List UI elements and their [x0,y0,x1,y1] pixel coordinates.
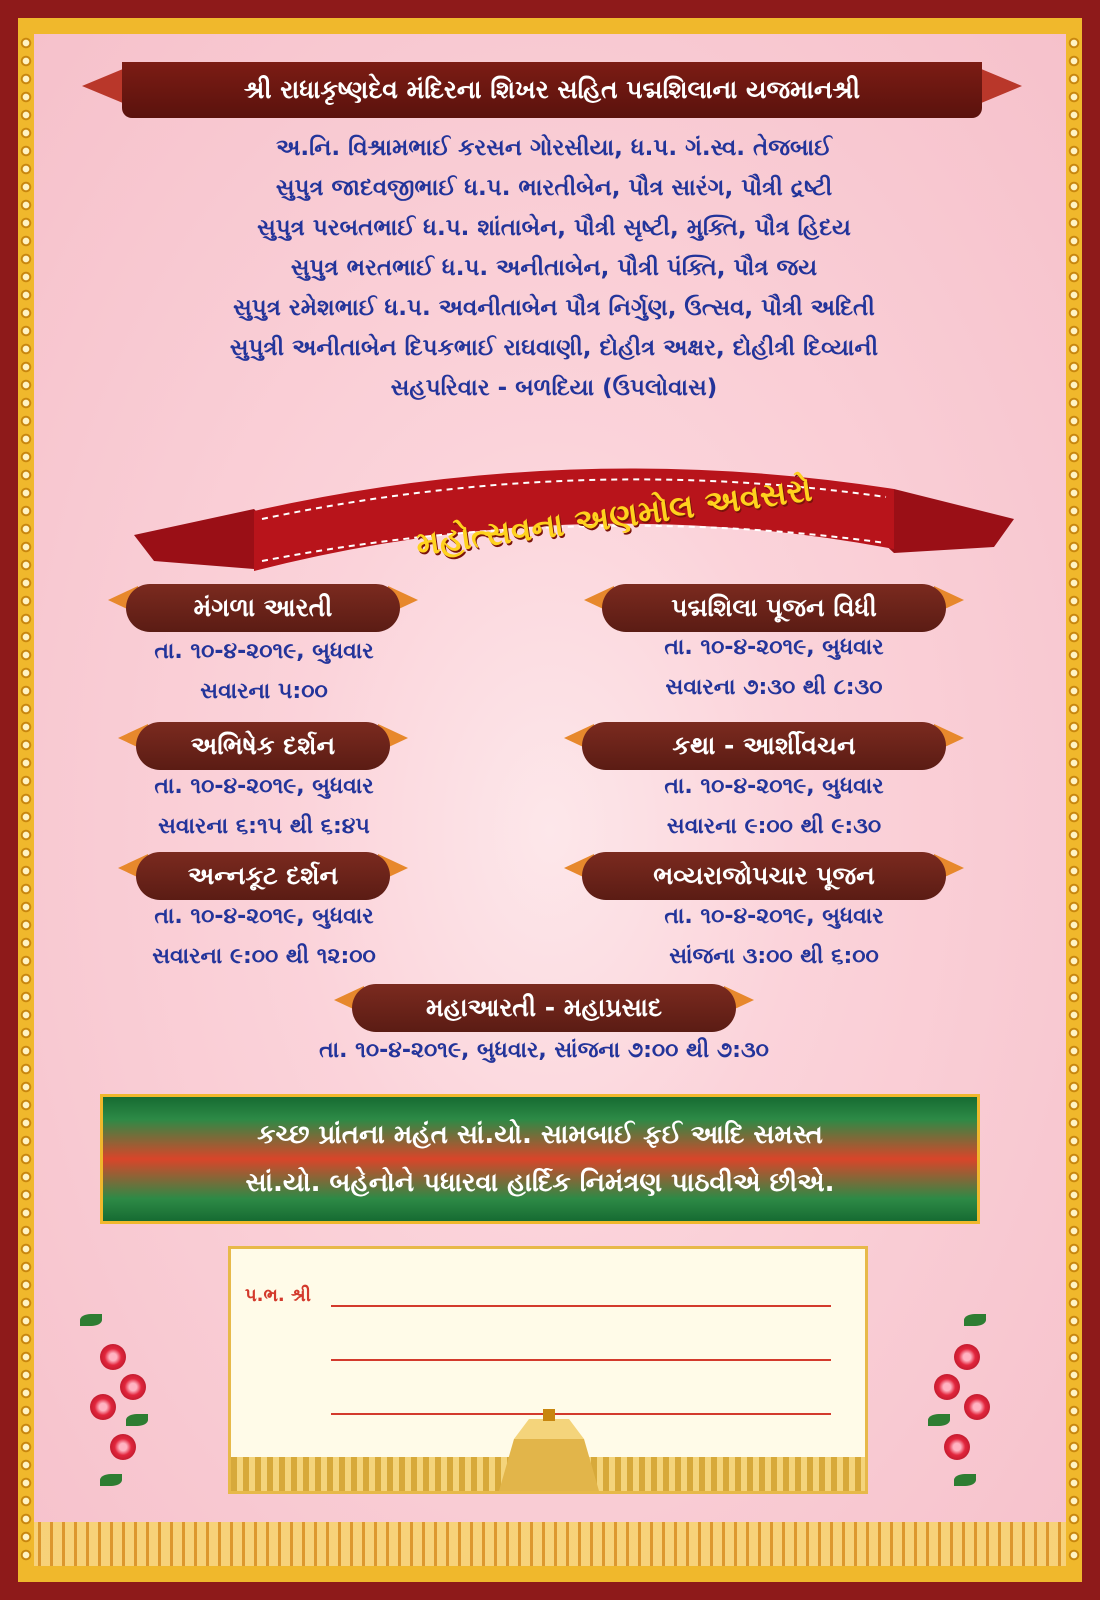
event-time: સવારના ૯:૦૦ થી ૧૨:૦૦ [152,944,376,969]
leaf [126,1414,148,1426]
event-time: સાંજના ૩:૦૦ થી ૬:૦૦ [669,944,879,969]
event-heading [584,584,964,632]
rose [100,1344,126,1370]
leaf [928,1414,950,1426]
rose [90,1394,116,1420]
event-details [84,632,444,712]
header-banner [82,62,1022,118]
donor-line: સુપુત્ર જાદવજીભાઈ ધ.પ. ભારતીબેન, પૌત્ર સારંગ, પૌત્રી દ્રષ્ટી [275,175,833,201]
rose [110,1434,136,1460]
event-details [584,767,964,847]
final-event-details [164,1031,924,1071]
address-label: પ.ભ. શ્રી [245,1285,311,1306]
event-date: તા. ૧૦-૪-૨૦૧૯, બુધવાર [664,635,884,660]
event-time: સવારના ૫:૦૦ [200,679,328,704]
event-heading [564,722,964,770]
final-event-heading [334,984,754,1032]
donor-line: સુપુત્ર રમેશભાઈ ધ.પ. અવનીતાબેન પૌત્ર નિર્ગુણ, ઉત્સવ, પૌત્રી અદિતી [233,295,875,321]
donor-line: સુપુત્ર પરબતભાઈ ધ.પ. શાંતાબેન, પૌત્રી સૃષ્ટી, મુક્તિ, પૌત્ર હિદય [257,215,851,241]
leaf [964,1314,986,1326]
rose [934,1374,960,1400]
donor-list [94,128,1014,408]
final-event-title: મહાઆરતી - મહાપ્રસાદ [426,993,662,1022]
donor-line: અ.નિ. વિશ્રામભાઈ કરસન ગોરસીયા, ધ.પ. ગં.સ્વ. તેજબાઈ [276,135,832,161]
address-box [228,1246,868,1494]
rose-decoration-left [70,1304,166,1514]
event-time: સવારના ૯:૦૦ થી ૯:૩૦ [666,814,882,839]
leaf [80,1314,102,1326]
left-dot-border [18,34,34,1566]
leaf [100,1474,122,1486]
invitation-box [100,1094,980,1224]
event-details [84,897,444,977]
event-time: સવારના ૬:૧૫ થી ૬:૪૫ [158,814,370,839]
invitation-line-2: સાં.યો. બહેનોને પધારવા હાર્દિક નિમંત્રણ પાઠવીએ છીએ. [245,1168,835,1198]
event-details [84,767,444,847]
event-date: તા. ૧૦-૪-૨૦૧૯, બુધવાર [664,774,884,799]
address-line [331,1305,831,1307]
ribbon-text: મહોત્સવના અણમોલ અવસરો [413,469,815,564]
event-date: તા. ૧૦-૪-૨૦૧૯, બુધવાર [154,639,374,664]
event-date: તા. ૧૦-૪-૨૦૧૯, બુધવાર [154,904,374,929]
event-title: ભવ્યરાજોપચાર પૂજન [653,861,875,890]
event-date: તા. ૧૦-૪-૨૦૧૯, બુધવાર [154,774,374,799]
canopy-decoration [489,1409,609,1491]
donor-line: સહપરિવાર - બળદિયા (ઉપલોવાસ) [390,375,718,401]
rose [944,1434,970,1460]
bottom-border [34,1522,1066,1566]
header-title: શ્રી રાધાકૃષ્ણદેવ મંદિરના શિખર સહિત પદ્મશિલાના યજમાનશ્રી [243,75,861,104]
event-details [584,628,964,708]
event-heading [118,722,408,770]
donor-line: સુપુત્ર ભરતભાઈ ધ.પ. અનીતાબેન, પૌત્રી પંક્તિ, પૌત્ર જય [290,255,818,281]
rose-decoration-right [914,1304,1010,1514]
event-time: સવારના ૭:૩૦ થી ૮:૩૦ [665,675,883,700]
leaf [954,1474,976,1486]
event-title: કથા - આર્શીવચન [672,731,856,760]
event-heading [108,584,418,632]
event-date: તા. ૧૦-૪-૨૦૧૯, બુધવાર [664,904,884,929]
right-dot-border [1066,34,1082,1566]
event-heading [118,852,408,900]
final-event-datetime: તા. ૧૦-૪-૨૦૧૯, બુધવાર, સાંજના ૭:૦૦ થી ૭:૩૦ [319,1038,769,1063]
donor-line: સુપુત્રી અનીતાબેન દિપકભાઈ રાઘવાણી, દોહીત્ર અક્ષર, દોહીત્રી દિવ્યાની [229,335,879,361]
event-title: અન્નકૂટ દર્શન [187,861,339,890]
festival-ribbon [134,449,1014,589]
address-line [331,1359,831,1361]
event-title: પદ્મશિલા પૂજન વિધી [671,593,877,622]
rose [120,1374,146,1400]
event-heading [564,852,964,900]
event-title: અભિષેક દર્શન [190,731,336,760]
rose [954,1344,980,1370]
event-title: મંગળા આરતી [193,593,333,622]
card-body [34,34,1066,1566]
rose [964,1394,990,1420]
invitation-line-1: કચ્છ પ્રાંતના મહંત સાં.યો. સામબાઈ ફઈ આદિ સમસ્ત [257,1120,823,1150]
event-details [584,897,964,977]
